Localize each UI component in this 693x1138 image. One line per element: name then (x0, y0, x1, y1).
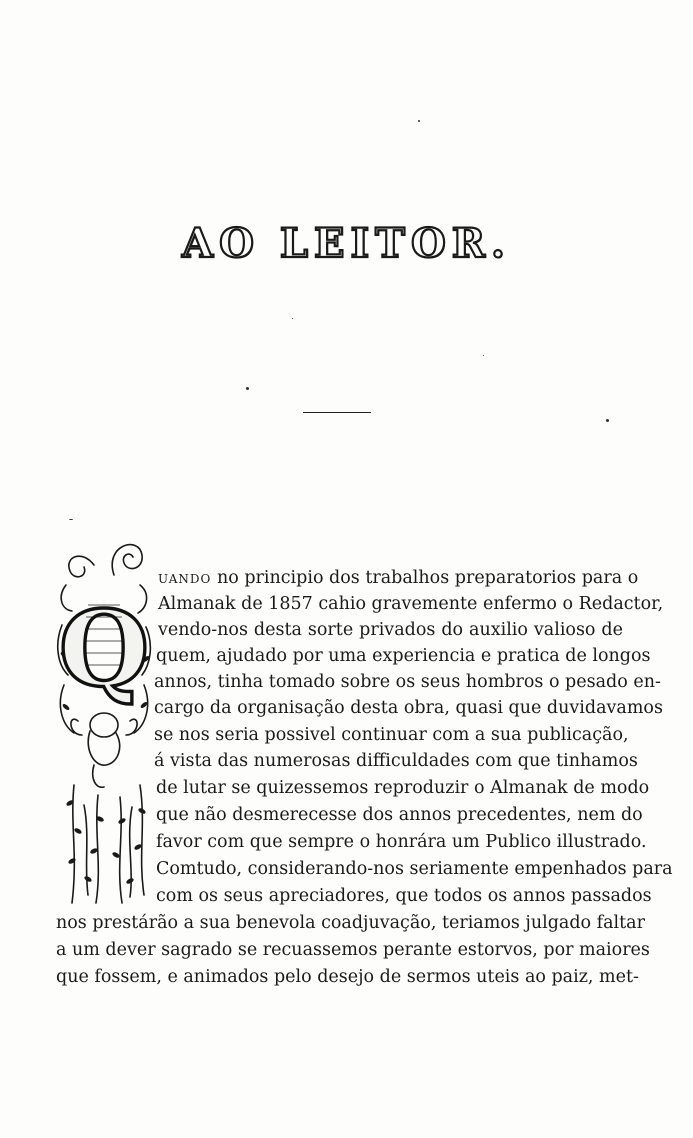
paragraph-line: annos, tinha tomado sobre os seus hombros o pesado en- (154, 672, 661, 692)
paragraph-line: se nos seria possivel continuar com a sua publicação, (154, 725, 629, 745)
title-rule (303, 412, 371, 413)
paragraph-line: Comtudo, considerando-nos seriamente empenhados para (156, 859, 673, 879)
ink-speck (292, 318, 293, 319)
first-line-text: no principio dos trabalhos preparatorios para o (216, 568, 639, 588)
paragraph-line: com os seus apreciadores, que todos os annos passados (156, 886, 652, 906)
paragraph-line: que fossem, e animados pelo desejo de sermos uteis ao paiz, met- (56, 967, 639, 987)
drop-cap-letter: Q (58, 587, 150, 710)
paragraph-line: vendo-nos desta sorte privados do auxilio valioso de (158, 620, 623, 640)
page-title: AO LEITOR. (182, 220, 511, 267)
paragraph-line: nos prestárão a sua benevola coadjuvação, teriamos julgado faltar (56, 913, 645, 933)
paragraph-line: que não desmerecesse dos annos precedentes, nem do (156, 805, 643, 825)
paragraph-line: de lutar se quizessemos reproduzir o Almanak de modo (156, 778, 650, 798)
ink-speck (606, 419, 609, 422)
drop-cap-remainder: UANDO (158, 572, 212, 586)
paragraph-line: cargo da organisação desta obra, quasi que duvidavamos (154, 698, 663, 718)
ink-speck (69, 519, 73, 520)
paragraph-line: quem, ajudado por uma experiencia e pratica de longos (156, 646, 651, 666)
paragraph-line: Almanak de 1857 cahio gravemente enfermo o Redactor, (158, 594, 664, 614)
paragraph-line: favor com que sempre o honrára um Publico illustrado. (156, 832, 647, 852)
paragraph-line-1 (158, 565, 639, 591)
ornamental-initial-q (54, 535, 154, 907)
ink-speck (483, 355, 484, 356)
paragraph-line: á vista das numerosas difficuldades com que tinhamos (154, 751, 638, 771)
ink-speck (246, 387, 249, 390)
ink-speck (418, 120, 420, 122)
paragraph-line: a um dever sagrado se recuassemos perante estorvos, por maiores (56, 940, 650, 960)
